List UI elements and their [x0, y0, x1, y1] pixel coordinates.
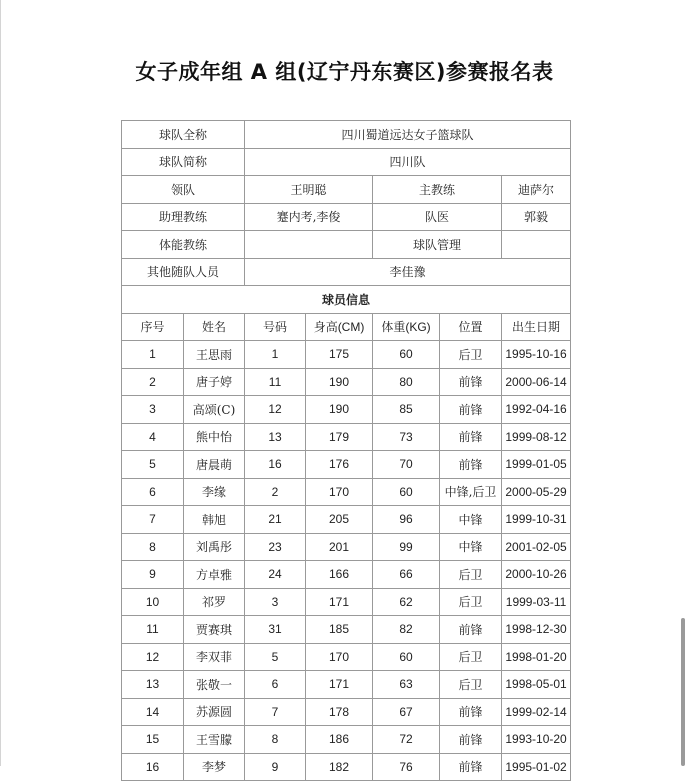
- team-shortname-row: [122, 148, 571, 176]
- head-coach-value: 迪萨尔: [502, 176, 571, 204]
- player-birthdate: 2000-06-14: [502, 368, 571, 396]
- player-height: 171: [306, 588, 373, 616]
- player-height: 185: [306, 616, 373, 644]
- player-position: 中锋: [440, 506, 502, 534]
- player-index: 12: [122, 643, 184, 671]
- player-name: 韩旭: [184, 506, 245, 534]
- others-label: 其他随队人员: [122, 258, 245, 286]
- player-weight: 70: [373, 451, 440, 479]
- player-position: 后卫: [440, 671, 502, 699]
- player-index: 15: [122, 726, 184, 754]
- player-position: 前锋: [440, 423, 502, 451]
- player-name: 熊中怡: [184, 423, 245, 451]
- player-name: 唐晨萌: [184, 451, 245, 479]
- player-birthdate: 1999-02-14: [502, 698, 571, 726]
- player-height: 186: [306, 726, 373, 754]
- player-height: 166: [306, 561, 373, 589]
- players-section-row: [122, 286, 571, 314]
- player-row: [122, 423, 571, 451]
- player-index: 1: [122, 341, 184, 369]
- player-birthdate: 1999-01-05: [502, 451, 571, 479]
- fitness-coach-label: 体能教练: [122, 231, 245, 259]
- player-height: 175: [306, 341, 373, 369]
- player-height: 201: [306, 533, 373, 561]
- player-height: 190: [306, 396, 373, 424]
- player-number: 16: [245, 451, 306, 479]
- vertical-scrollbar[interactable]: [681, 618, 685, 766]
- player-height: 171: [306, 671, 373, 699]
- player-name: 唐子婷: [184, 368, 245, 396]
- player-weight: 73: [373, 423, 440, 451]
- player-position: 后卫: [440, 561, 502, 589]
- head-coach-label: 主教练: [373, 176, 502, 204]
- player-birthdate: 1998-12-30: [502, 616, 571, 644]
- player-row: [122, 451, 571, 479]
- player-position: 后卫: [440, 588, 502, 616]
- player-row: [122, 726, 571, 754]
- player-index: 3: [122, 396, 184, 424]
- player-number: 6: [245, 671, 306, 699]
- player-weight: 82: [373, 616, 440, 644]
- column-header: 姓名: [184, 313, 245, 341]
- player-number: 23: [245, 533, 306, 561]
- player-position: 前锋: [440, 396, 502, 424]
- team-fullname-value: 四川蜀道远达女子篮球队: [245, 121, 571, 149]
- leader-coach-row: [122, 176, 571, 204]
- player-name: 张敬一: [184, 671, 245, 699]
- player-number: 11: [245, 368, 306, 396]
- team-shortname-label: 球队简称: [122, 148, 245, 176]
- player-row: [122, 396, 571, 424]
- player-position: 后卫: [440, 643, 502, 671]
- leader-label: 领队: [122, 176, 245, 204]
- player-position: 中锋: [440, 533, 502, 561]
- player-row: [122, 698, 571, 726]
- player-number: 3: [245, 588, 306, 616]
- player-weight: 60: [373, 643, 440, 671]
- assistant-coach-value: 蹇内考,李俊: [245, 203, 373, 231]
- player-position: 前锋: [440, 698, 502, 726]
- player-birthdate: 1998-01-20: [502, 643, 571, 671]
- player-weight: 76: [373, 753, 440, 781]
- player-name: 王思雨: [184, 341, 245, 369]
- player-birthdate: 1993-10-20: [502, 726, 571, 754]
- player-height: 178: [306, 698, 373, 726]
- player-number: 1: [245, 341, 306, 369]
- player-row: [122, 533, 571, 561]
- page-edge-rule: [0, 0, 1, 766]
- player-birthdate: 2000-05-29: [502, 478, 571, 506]
- player-number: 21: [245, 506, 306, 534]
- player-position: 前锋: [440, 753, 502, 781]
- player-index: 11: [122, 616, 184, 644]
- player-height: 170: [306, 643, 373, 671]
- doctor-label: 队医: [373, 203, 502, 231]
- team-manager-label: 球队管理: [373, 231, 502, 259]
- player-row: [122, 341, 571, 369]
- players-header-row: [122, 313, 571, 341]
- player-index: 4: [122, 423, 184, 451]
- player-row: [122, 671, 571, 699]
- player-row: [122, 478, 571, 506]
- player-row: [122, 368, 571, 396]
- player-weight: 60: [373, 341, 440, 369]
- player-position: 前锋: [440, 616, 502, 644]
- leader-value: 王明聪: [245, 176, 373, 204]
- player-name: 苏源圆: [184, 698, 245, 726]
- player-index: 16: [122, 753, 184, 781]
- team-shortname-value: 四川队: [245, 148, 571, 176]
- player-weight: 80: [373, 368, 440, 396]
- team-fullname-label: 球队全称: [122, 121, 245, 149]
- player-index: 2: [122, 368, 184, 396]
- player-row: [122, 643, 571, 671]
- player-birthdate: 1992-04-16: [502, 396, 571, 424]
- others-value: 李佳豫: [245, 258, 571, 286]
- column-header: 出生日期: [502, 313, 571, 341]
- player-birthdate: 1999-03-11: [502, 588, 571, 616]
- player-row: [122, 588, 571, 616]
- player-name: 贾赛琪: [184, 616, 245, 644]
- registration-table-body: [122, 121, 571, 781]
- player-name: 刘禹彤: [184, 533, 245, 561]
- player-weight: 62: [373, 588, 440, 616]
- player-index: 9: [122, 561, 184, 589]
- player-position: 后卫: [440, 341, 502, 369]
- player-row: [122, 561, 571, 589]
- player-number: 2: [245, 478, 306, 506]
- player-weight: 96: [373, 506, 440, 534]
- player-weight: 67: [373, 698, 440, 726]
- player-index: 5: [122, 451, 184, 479]
- player-height: 182: [306, 753, 373, 781]
- player-birthdate: 1998-05-01: [502, 671, 571, 699]
- player-index: 13: [122, 671, 184, 699]
- assistant-doctor-row: [122, 203, 571, 231]
- player-number: 12: [245, 396, 306, 424]
- column-header: 身高(CM): [306, 313, 373, 341]
- player-name: 高颂(C): [184, 396, 245, 424]
- player-height: 205: [306, 506, 373, 534]
- player-birthdate: 1999-10-31: [502, 506, 571, 534]
- team-fullname-row: [122, 121, 571, 149]
- others-row: [122, 258, 571, 286]
- player-birthdate: 1999-08-12: [502, 423, 571, 451]
- player-row: [122, 506, 571, 534]
- player-number: 31: [245, 616, 306, 644]
- player-name: 李缘: [184, 478, 245, 506]
- column-header: 号码: [245, 313, 306, 341]
- player-index: 14: [122, 698, 184, 726]
- player-height: 190: [306, 368, 373, 396]
- player-name: 祁罗: [184, 588, 245, 616]
- doctor-value: 郭毅: [502, 203, 571, 231]
- player-birthdate: 1995-10-16: [502, 341, 571, 369]
- column-header: 序号: [122, 313, 184, 341]
- player-weight: 60: [373, 478, 440, 506]
- player-index: 10: [122, 588, 184, 616]
- player-height: 176: [306, 451, 373, 479]
- assistant-coach-label: 助理教练: [122, 203, 245, 231]
- fitness-manager-row: [122, 231, 571, 259]
- player-height: 170: [306, 478, 373, 506]
- registration-table: [121, 120, 571, 781]
- column-header: 体重(KG): [373, 313, 440, 341]
- player-height: 179: [306, 423, 373, 451]
- player-index: 8: [122, 533, 184, 561]
- player-birthdate: 2001-02-05: [502, 533, 571, 561]
- player-row: [122, 616, 571, 644]
- player-name: 方卓雅: [184, 561, 245, 589]
- players-section-title: 球员信息: [122, 286, 571, 314]
- player-position: 前锋: [440, 451, 502, 479]
- player-number: 9: [245, 753, 306, 781]
- player-index: 7: [122, 506, 184, 534]
- player-number: 8: [245, 726, 306, 754]
- player-birthdate: 2000-10-26: [502, 561, 571, 589]
- player-position: 前锋: [440, 368, 502, 396]
- page-title: 女子成年组 A 组(辽宁丹东赛区)参赛报名表: [135, 60, 554, 84]
- player-name: 李双菲: [184, 643, 245, 671]
- player-weight: 99: [373, 533, 440, 561]
- player-weight: 63: [373, 671, 440, 699]
- player-index: 6: [122, 478, 184, 506]
- player-number: 13: [245, 423, 306, 451]
- player-name: 王雪朦: [184, 726, 245, 754]
- fitness-coach-value: [245, 231, 373, 259]
- player-weight: 72: [373, 726, 440, 754]
- team-manager-value: [502, 231, 571, 259]
- player-row: [122, 753, 571, 781]
- player-weight: 85: [373, 396, 440, 424]
- player-weight: 66: [373, 561, 440, 589]
- player-birthdate: 1995-01-02: [502, 753, 571, 781]
- column-header: 位置: [440, 313, 502, 341]
- player-number: 7: [245, 698, 306, 726]
- player-position: 前锋: [440, 726, 502, 754]
- player-number: 5: [245, 643, 306, 671]
- player-number: 24: [245, 561, 306, 589]
- player-position: 中锋,后卫: [440, 478, 502, 506]
- player-name: 李梦: [184, 753, 245, 781]
